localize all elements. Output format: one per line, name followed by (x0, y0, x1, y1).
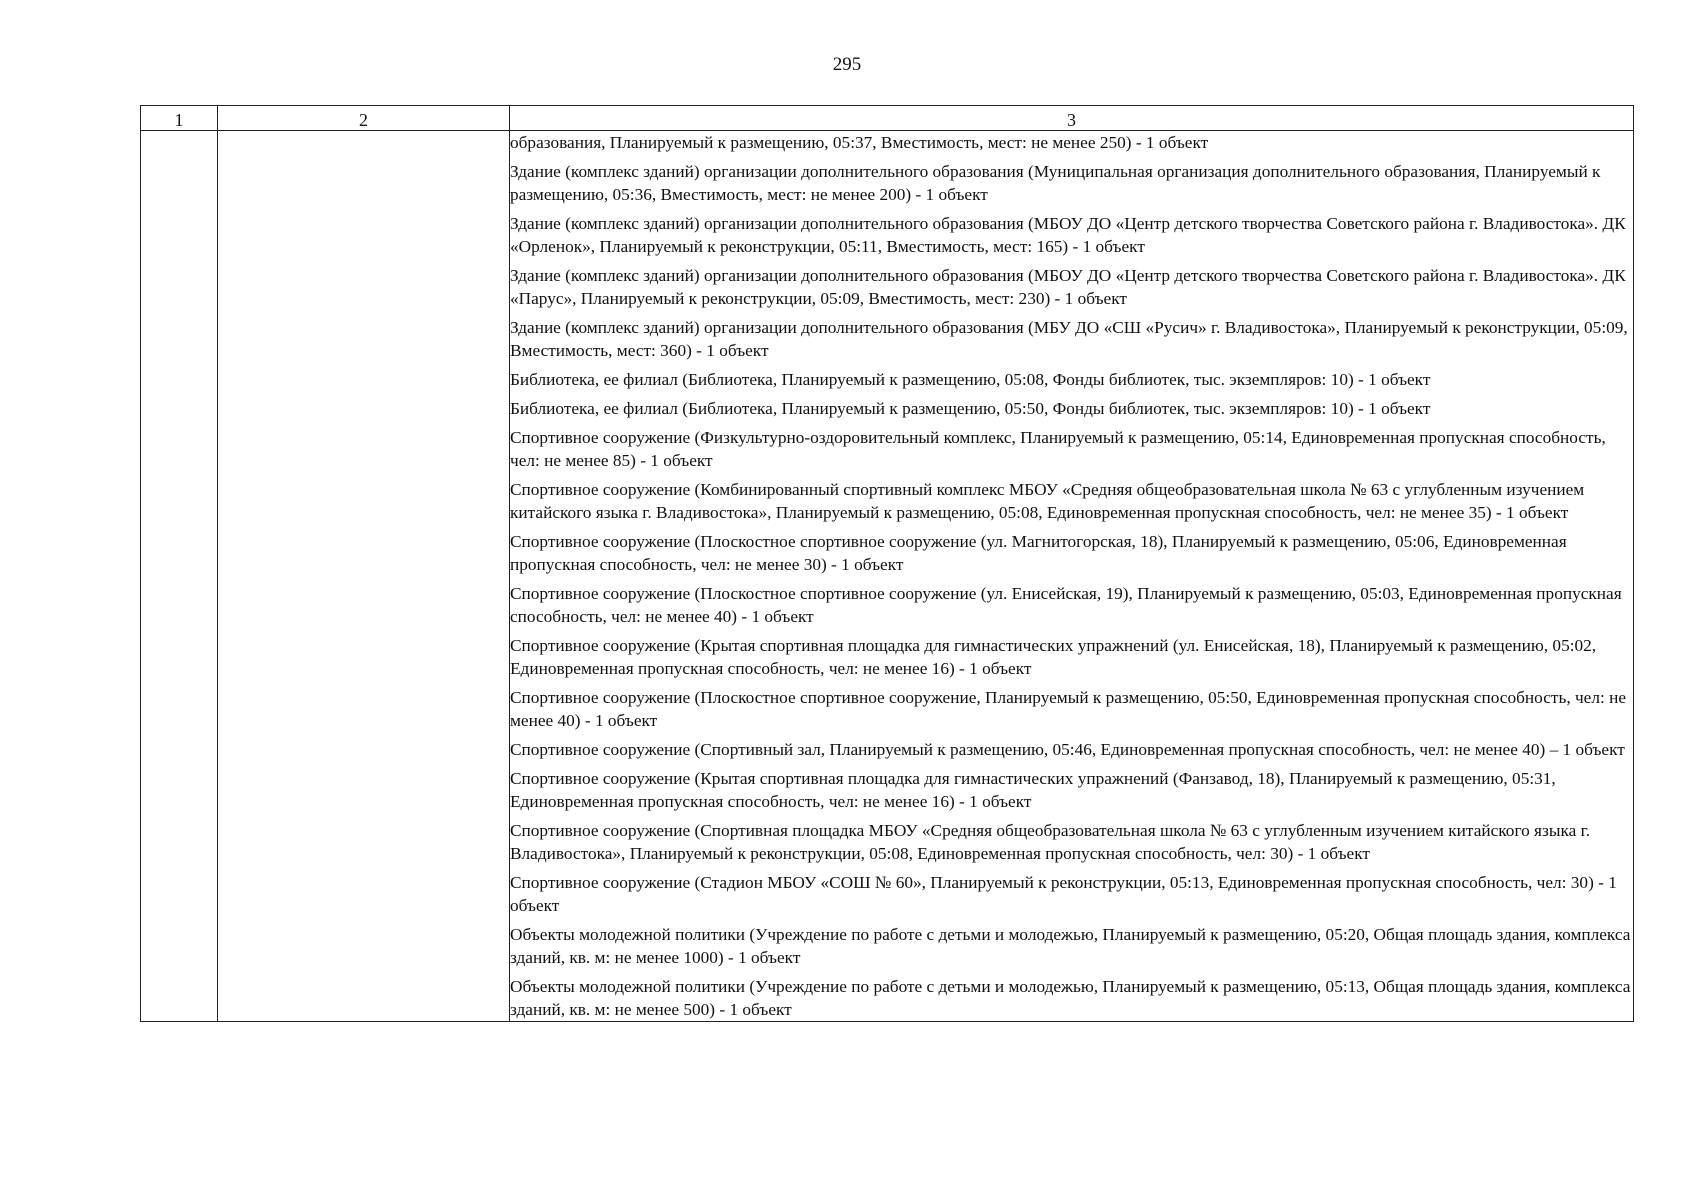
cell-column-2 (218, 131, 510, 1022)
entry-7: Библиотека, ее филиал (Библиотека, Планируемый к размещению, 05:50, Фонды библиотек, тыс. экземпляров: 10) - 1 объект (510, 399, 1431, 418)
column-header-2: 2 (218, 106, 510, 131)
entry-6: Библиотека, ее филиал (Библиотека, Планируемый к размещению, 05:08, Фонды библиотек, тыс. экземпляров: 10) - 1 объект (510, 370, 1431, 389)
table-row (141, 131, 1634, 1022)
entry-4: Здание (комплекс зданий) организации дополнительного образования (МБОУ ДО «Центр детского творчества Советского района г. Владивостока». ДК «Парус», Планируемый к реконструкции, 05:09, Вместимость, мест: 230) - 1 объект (510, 266, 1626, 308)
entry-12: Спортивное сооружение (Крытая спортивная площадка для гимнастических упражнений (ул. Енисейская, 18), Планируемый к размещению, 05:02, Единовременная пропускная способность, чел: не менее 16) - 1 объект (510, 636, 1597, 678)
entry-8: Спортивное сооружение (Физкультурно-оздоровительный комплекс, Планируемый к размещению, 05:14, Единовременная пропускная способность, чел: не менее 85) - 1 объект (510, 428, 1606, 470)
entry-3: Здание (комплекс зданий) организации дополнительного образования (МБОУ ДО «Центр детского творчества Советского района г. Владивостока». ДК «Орленок», Планируемый к реконструкции, 05:11, Вместимость, мест: 165) - 1 объект (510, 214, 1626, 256)
objects-table (140, 105, 1634, 1022)
entry-18: Объекты молодежной политики (Учреждение по работе с детьми и молодежью, Планируемый к размещению, 05:20, Общая площадь здания, комплекса зданий, кв. м: не менее 1000) - 1 объект (510, 925, 1631, 967)
page-number: 295 (832, 54, 862, 75)
entry-10: Спортивное сооружение (Плоскостное спортивное сооружение (ул. Магнитогорская, 18), Планируемый к размещению, 05:06, Единовременная пропускная способность, чел: не менее 30) - 1 объект (510, 532, 1567, 574)
entry-19: Объекты молодежной политики (Учреждение по работе с детьми и молодежью, Планируемый к размещению, 05:13, Общая площадь здания, комплекса зданий, кв. м: не менее 500) - 1 объект (510, 977, 1631, 1019)
entry-16: Спортивное сооружение (Спортивная площадка МБОУ «Средняя общеобразовательная школа № 63 с углубленным изучением китайского языка г. Владивостока», Планируемый к реконструкции, 05:08, Единовременная пропускная способность, чел: 30) - 1 объект (510, 821, 1591, 863)
entry-11: Спортивное сооружение (Плоскостное спортивное сооружение (ул. Енисейская, 19), Планируемый к размещению, 05:03, Единовременная пропускная способность, чел: не менее 40) - 1 объект (510, 584, 1622, 626)
entry-15: Спортивное сооружение (Крытая спортивная площадка для гимнастических упражнений (Фанзавод, 18), Планируемый к размещению, 05:31, Единовременная пропускная способность, чел: не менее 16) - 1 объект (510, 769, 1556, 811)
column-header-1: 1 (141, 106, 218, 131)
entry-14: Спортивное сооружение (Спортивный зал, Планируемый к размещению, 05:46, Единовременная пропускная способность, чел: не менее 40) – 1 объект (510, 740, 1625, 759)
entry-2: Здание (комплекс зданий) организации дополнительного образования (Муниципальная организация дополнительного образования, Планируемый к размещению, 05:36, Вместимость, мест: не менее 200) - 1 объект (510, 162, 1601, 204)
cell-column-3 (510, 131, 1634, 1022)
cell-column-1 (141, 131, 218, 1022)
entry-5: Здание (комплекс зданий) организации дополнительного образования (МБУ ДО «СШ «Русич» г. Владивостока», Планируемый к реконструкции, 05:09, Вместимость, мест: 360) - 1 объект (510, 318, 1628, 360)
entry-13: Спортивное сооружение (Плоскостное спортивное сооружение, Планируемый к размещению, 05:50, Единовременная пропускная способность, чел: не менее 40) - 1 объект (510, 688, 1626, 730)
entry-9: Спортивное сооружение (Комбинированный спортивный комплекс МБОУ «Средняя общеобразовательная школа № 63 с углубленным изучением китайского языка г. Владивостока», Планируемый к размещению, 05:08, Единовременная пропускная способность, чел: не менее 35) - 1 объект (510, 480, 1585, 522)
entry-17: Спортивное сооружение (Стадион МБОУ «СОШ № 60», Планируемый к реконструкции, 05:13, Единовременная пропускная способность, чел: 30) - 1 объект (510, 873, 1617, 915)
column-header-3: 3 (510, 106, 1634, 131)
table-header-row (141, 106, 1634, 131)
entry-1: образования, Планируемый к размещению, 05:37, Вместимость, мест: не менее 250) - 1 объект (510, 133, 1209, 152)
